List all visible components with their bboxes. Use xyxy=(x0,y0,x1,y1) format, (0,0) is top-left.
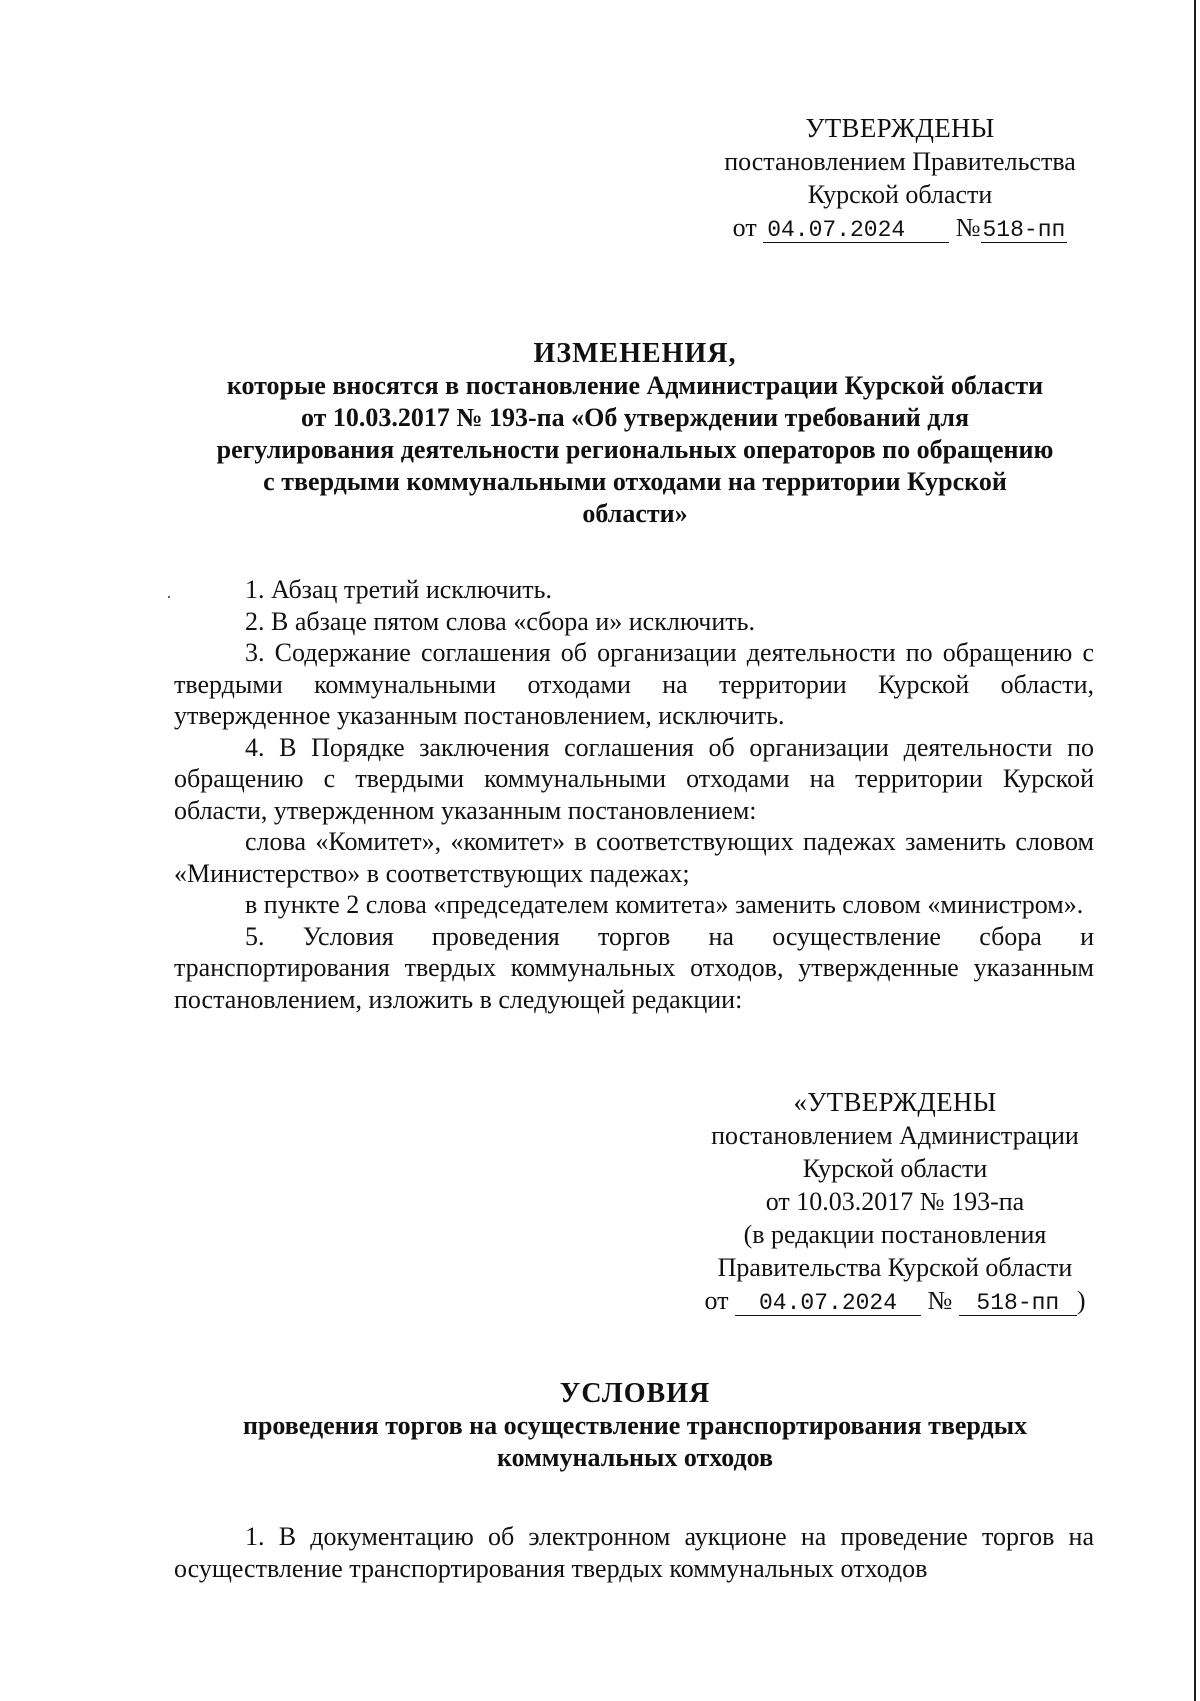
changes-title-line: регулирования деятельности региональных операторов по обращению xyxy=(216,435,1054,464)
from-label: от xyxy=(704,1286,729,1315)
paragraph: 1. Абзац третий исключить. xyxy=(245,575,553,604)
scan-edge-line xyxy=(1194,0,1196,1701)
conditions-body xyxy=(174,1521,1094,1584)
approval-date-line xyxy=(680,1284,1110,1317)
paragraph: 2. В абзаце пятом слова «сбора и» исключить. xyxy=(245,606,755,636)
number-label: № xyxy=(955,213,981,242)
approval-date-line xyxy=(690,211,1110,244)
conditions-title-line: проведения торгов на осуществление транспортирования твердых xyxy=(242,1411,1028,1440)
approval-number: 518-пп xyxy=(959,1291,1077,1316)
approval-line: от 10.03.2017 № 193-па xyxy=(765,1187,1025,1216)
changes-title-line: от 10.03.2017 № 193-па «Об утверждении требований для xyxy=(300,403,970,432)
approval-line: постановлением Администрации xyxy=(711,1121,1079,1150)
approval-line: (в редакции постановления xyxy=(743,1220,1047,1249)
approval-headline: УТВЕРЖДЕНЫ xyxy=(805,113,995,143)
conditions-heading: УСЛОВИЯ xyxy=(559,1378,711,1409)
changes-title xyxy=(170,338,1100,530)
changes-heading: ИЗМЕНЕНИЯ, xyxy=(533,338,737,369)
approval-block-top xyxy=(690,112,1110,244)
approval-line: Курской области xyxy=(807,180,993,209)
scan-speck xyxy=(168,596,170,598)
changes-body xyxy=(174,574,1094,1015)
approval-line: постановлением Правительства xyxy=(724,147,1076,176)
from-label: от xyxy=(732,213,757,242)
changes-title-line: которые вносятся в постановление Администрации Курской области xyxy=(226,371,1044,400)
approval-headline: «УТВЕРЖДЕНЫ xyxy=(793,1087,997,1117)
approval-number: 518-пп xyxy=(982,217,1066,243)
paragraph: 1. В документацию об электронном аукционе на проведение торгов на осуществление транспортирования твердых коммунальных отходов xyxy=(174,1522,1094,1583)
number-label: № xyxy=(927,1286,953,1315)
paragraph: 4. В Порядке заключения соглашения об организации деятельности по обращению с твердыми коммунальными отходами на территории Курской области, утвержденном указанным постановлением: xyxy=(174,732,1094,825)
changes-title-line: с твердыми коммунальными отходами на территории Курской xyxy=(263,467,1007,496)
approval-date: 04.07.2024 xyxy=(735,1291,921,1316)
approval-block-quoted xyxy=(680,1086,1110,1317)
closing-paren: ) xyxy=(1076,1286,1086,1315)
paragraph: 5. Условия проведения торгов на осуществление сбора и транспортирования твердых коммунальных отходов, утвержденные указанным постановлением, изложить в следующей редакции: xyxy=(174,921,1094,1014)
paragraph: 3. Содержание соглашения об организации деятельности по обращению с твердыми коммунальными отходами на территории Курской области, утвержденное указанным постановлением, исключить. xyxy=(174,638,1094,730)
changes-title-line: области» xyxy=(582,499,688,528)
paragraph: в пункте 2 слова «председателем комитета» заменить словом «министром». xyxy=(245,890,1084,919)
conditions-title-line: коммунальных отходов xyxy=(496,1443,774,1472)
paragraph: слова «Комитет», «комитет» в соответствующих падежах заменить словом «Министерство» в соответствующих падежах; xyxy=(174,827,1094,888)
approval-line: Курской области xyxy=(802,1154,988,1183)
approval-date: 04.07.2024 xyxy=(763,218,949,243)
conditions-title xyxy=(170,1378,1100,1474)
approval-line: Правительства Курской области xyxy=(717,1253,1073,1282)
